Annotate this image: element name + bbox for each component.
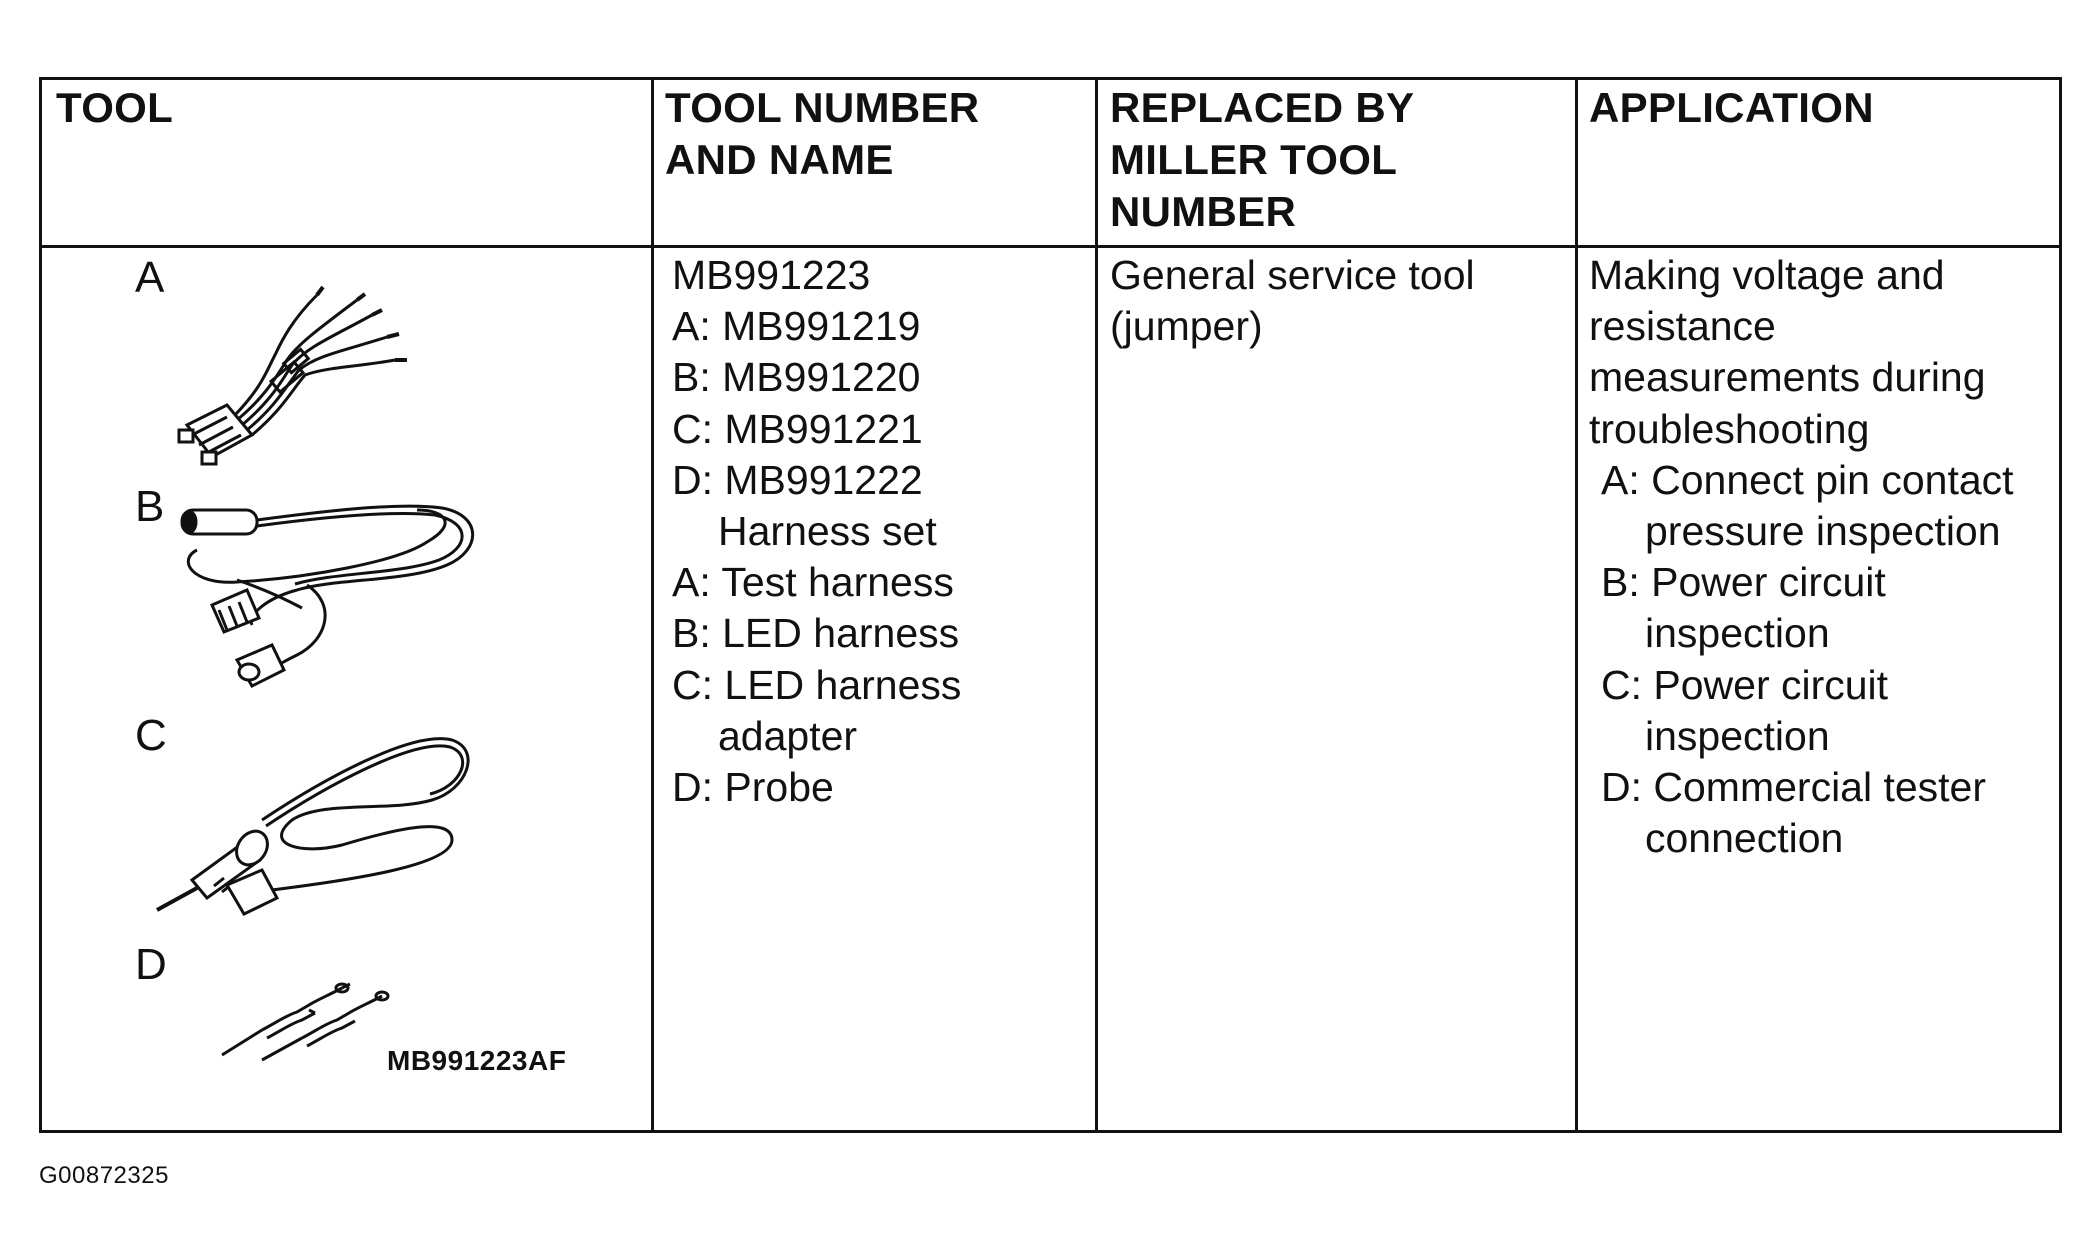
harness-connector-drawing (167, 275, 427, 475)
tool-number-cell (672, 250, 961, 813)
application-line: connection (1645, 815, 1844, 862)
tool-number-line: B: MB991220 (672, 354, 921, 401)
application-line: troubleshooting (1589, 405, 1870, 452)
application-line: measurements during (1589, 354, 1986, 401)
application-line: B: Power circuit (1601, 559, 1886, 606)
column-divider-2 (1095, 80, 1098, 1130)
application-line: D: Commercial tester (1601, 764, 1987, 811)
tool-label-a: A (135, 253, 165, 302)
replaced-by-line: General service tool (1110, 252, 1475, 298)
application-line: inspection (1645, 610, 1830, 657)
tool-label-b: B (135, 482, 165, 531)
application-line: A: Connect pin contact (1601, 456, 2014, 503)
led-harness-drawing (177, 490, 497, 690)
header-tool-number (665, 82, 979, 186)
header-replaced-line-2: MILLER TOOL (1110, 136, 1398, 183)
tool-number-line: D: Probe (672, 764, 834, 811)
tool-number-line: A: MB991219 (672, 303, 921, 350)
application-line: C: Power circuit (1601, 661, 1889, 708)
header-replaced-line-1: REPLACED BY (1110, 84, 1415, 131)
tool-number-line: D: MB991222 (672, 456, 923, 503)
replaced-by-line: (jumper) (1110, 303, 1263, 350)
tool-number-line: adapter (718, 712, 858, 759)
application-line: pressure inspection (1645, 508, 2001, 555)
header-application (1589, 82, 1874, 134)
header-tool-number-line-2: AND NAME (665, 136, 894, 183)
application-line: inspection (1645, 712, 1830, 759)
application-line: Making voltage and (1589, 252, 1945, 298)
column-divider-1 (651, 80, 654, 1130)
tool-label-c: C (135, 711, 167, 760)
header-replaced-line-3: NUMBER (1110, 188, 1297, 235)
header-replaced-by (1110, 82, 1414, 238)
tool-table (39, 77, 2062, 1133)
tool-label-d: D (135, 940, 167, 989)
tool-code-label: MB991223AF (387, 1045, 567, 1076)
tool-number-line: A: Test harness (672, 559, 954, 606)
header-divider (42, 245, 2059, 248)
tool-number-line: C: MB991221 (672, 405, 923, 452)
harness-adapter-drawing (152, 720, 492, 930)
application-cell (1589, 250, 2014, 864)
figure-id: G00872325 (39, 1162, 169, 1189)
tool-number-line: Harness set (718, 508, 937, 555)
header-application-label: APPLICATION (1589, 84, 1874, 131)
header-tool (56, 82, 173, 134)
tool-number-line: MB991223 (672, 252, 871, 298)
tool-number-line: B: LED harness (672, 610, 960, 657)
header-tool-label: TOOL (56, 84, 174, 131)
column-divider-3 (1575, 80, 1578, 1130)
tool-number-line: C: LED harness (672, 661, 962, 708)
header-tool-number-line-1: TOOL NUMBER (665, 84, 980, 131)
application-line: resistance (1589, 303, 1776, 350)
replaced-by-cell (1110, 250, 1475, 352)
